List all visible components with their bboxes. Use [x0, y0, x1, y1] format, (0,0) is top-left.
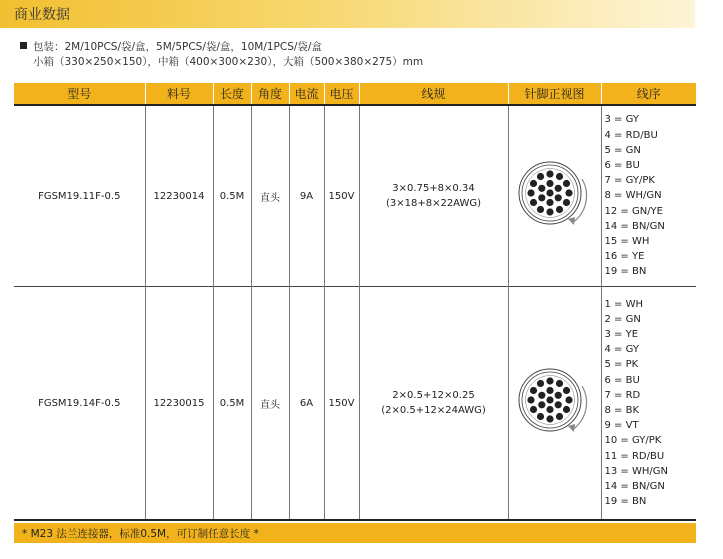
- header-voltage: 电压: [324, 83, 359, 105]
- cell-voltage: 150V: [324, 105, 359, 287]
- seq-line: 8 = BK: [604, 405, 640, 416]
- header-length: 长度: [213, 83, 251, 105]
- pin-dot: [546, 199, 553, 206]
- pin-dot: [538, 401, 545, 408]
- seq-line: 3 = GY: [604, 114, 639, 126]
- cell-current: 6A: [289, 287, 324, 521]
- seq-line: 2 = GN: [604, 313, 641, 325]
- wire-gauge-line-1: 2×0.5+12×0.25: [392, 390, 475, 401]
- pin-dot: [565, 189, 572, 196]
- cell-wire-sequence: [601, 105, 696, 287]
- pin-dot: [565, 396, 572, 403]
- pin-dot: [555, 413, 562, 420]
- cell-model: FGSM19.11F-0.5: [14, 105, 145, 287]
- seq-line: 9 = VT: [604, 420, 639, 432]
- seq-line: 6 = BU: [604, 374, 640, 386]
- seq-line: 1 = WH: [604, 298, 644, 310]
- cell-length: 0.5M: [213, 105, 251, 287]
- cell-wire-gauge: [359, 105, 508, 287]
- pin-dot: [546, 208, 553, 215]
- seq-line: 3 = YE: [604, 328, 639, 340]
- pin-dot: [529, 387, 536, 394]
- pin-dot: [562, 406, 569, 413]
- seq-line: 16 = YE: [604, 251, 645, 263]
- cell-wire-sequence: [601, 287, 696, 521]
- pin-dot: [562, 180, 569, 187]
- cell-wire-gauge: [359, 287, 508, 521]
- seq-line: 4 = RD/BU: [604, 129, 658, 141]
- section-title: 商业数据: [14, 7, 70, 23]
- seq-line: 14 = BN/GN: [604, 220, 665, 232]
- header-part-no: 料号: [145, 83, 213, 105]
- m23-19pin-connector-face-icon: [516, 157, 594, 235]
- seq-line: 7 = RD: [604, 389, 641, 401]
- pin-dot: [527, 189, 534, 196]
- seq-line: 14 = BN/GN: [604, 481, 665, 493]
- pin-dot: [554, 185, 561, 192]
- pin-dot: [562, 387, 569, 394]
- seq-line: 5 = PK: [604, 359, 639, 371]
- table-header-row: [14, 83, 696, 105]
- pin-dot: [546, 189, 553, 196]
- footer-note: * M23 法兰连接器，标准0.5M，可订制任意长度 *: [22, 528, 259, 540]
- packaging-info: [20, 40, 423, 70]
- cell-length: 0.5M: [213, 287, 251, 521]
- rotation-arrow-head: [568, 424, 575, 432]
- bullet-square-icon: [20, 42, 27, 49]
- pin-dot: [546, 387, 553, 394]
- pin-dot: [546, 415, 553, 422]
- seq-line: 4 = GY: [604, 344, 639, 356]
- wire-gauge-line-2: (3×18+8×22AWG): [385, 198, 482, 209]
- seq-line: 12 = GN/YE: [604, 205, 663, 217]
- pin-dot: [562, 199, 569, 206]
- seq-line: 10 = GY/PK: [604, 435, 662, 447]
- pin-dot: [538, 194, 545, 201]
- rotation-arrow-arc: [572, 179, 587, 223]
- pin-dot: [529, 406, 536, 413]
- cell-pin-view: [508, 105, 601, 287]
- packaging-line-2: 小箱（330×250×150），中箱（400×300×230），大箱（500×380×275）mm: [33, 56, 424, 68]
- pin-dot: [546, 377, 553, 384]
- packaging-line-1: 包装：2M/10PCS/袋/盒，5M/5PCS/袋/盒，10M/1PCS/袋/盒: [33, 41, 322, 53]
- pin-dot: [529, 199, 536, 206]
- section-banner: [0, 0, 695, 28]
- pin-dot: [554, 194, 561, 201]
- pin-dot: [529, 180, 536, 187]
- seq-line: 11 = RD/BU: [604, 450, 665, 462]
- cell-angle: 直头: [251, 105, 289, 287]
- header-angle: 角度: [251, 83, 289, 105]
- pin-dot: [546, 406, 553, 413]
- rotation-arrow-head: [568, 217, 575, 225]
- pin-dot: [546, 396, 553, 403]
- table-row: [14, 287, 696, 521]
- seq-line: 8 = WH/GN: [604, 190, 662, 202]
- footer-note-bar: [14, 523, 696, 543]
- pin-dot: [546, 180, 553, 187]
- cell-current: 9A: [289, 105, 324, 287]
- seq-line: 7 = GY/PK: [604, 175, 655, 187]
- pin-dot: [536, 173, 543, 180]
- header-wire-sequence: 线序: [601, 83, 696, 105]
- pin-dot: [554, 401, 561, 408]
- seq-line: 19 = BN: [604, 266, 647, 278]
- header-wire-gauge: 线规: [359, 83, 508, 105]
- pin-dot: [555, 173, 562, 180]
- seq-line: 5 = GN: [604, 144, 641, 156]
- table-row: [14, 105, 696, 287]
- seq-line: 19 = BN: [604, 496, 647, 508]
- header-current: 电流: [289, 83, 324, 105]
- pin-dot: [536, 206, 543, 213]
- wire-gauge-line-2: (2×0.5+12×24AWG): [381, 405, 486, 416]
- seq-line: 15 = WH: [604, 236, 650, 247]
- pin-dot: [546, 170, 553, 177]
- cell-voltage: 150V: [324, 287, 359, 521]
- pin-dot: [527, 396, 534, 403]
- seq-line: 13 = WH/GN: [604, 465, 668, 477]
- pin-dot: [536, 380, 543, 387]
- pin-dot: [555, 206, 562, 213]
- wire-gauge-line-1: 3×0.75+8×0.34: [392, 183, 475, 194]
- pin-dot: [538, 392, 545, 399]
- pin-dot: [538, 185, 545, 192]
- pin-dot: [554, 392, 561, 399]
- cell-part-no: 12230015: [145, 287, 213, 521]
- m23-19pin-connector-face-icon: [516, 364, 594, 442]
- pin-dot: [536, 413, 543, 420]
- cell-model: FGSM19.14F-0.5: [14, 287, 145, 521]
- cell-angle: 直头: [251, 287, 289, 521]
- header-pin-view: 针脚正视图: [508, 83, 601, 105]
- header-model: 型号: [14, 83, 145, 105]
- rotation-arrow-arc: [572, 386, 587, 430]
- cell-pin-view: [508, 287, 601, 521]
- seq-line: 6 = BU: [604, 159, 640, 171]
- pin-dot: [555, 380, 562, 387]
- product-table: [14, 83, 696, 521]
- cell-part-no: 12230014: [145, 105, 213, 287]
